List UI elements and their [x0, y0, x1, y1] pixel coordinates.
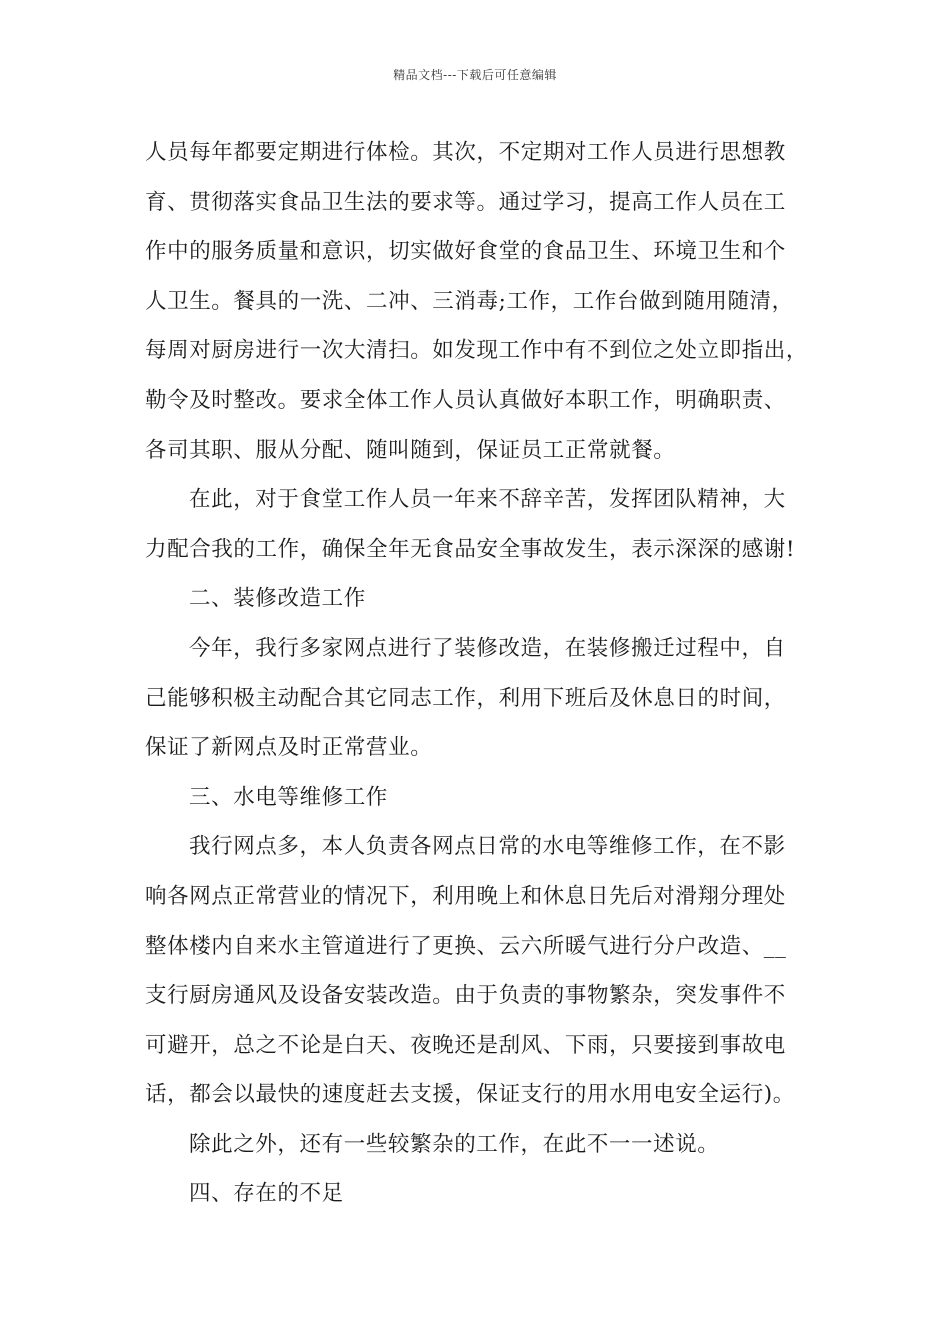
paragraph-line-indented: 在此，对于食堂工作人员一年来不辞辛苦，发挥团队精神，大 — [189, 487, 786, 513]
paragraph-line: 可避开，总之不论是白天、夜晚还是刮风、下雨，只要接到事故电 — [145, 1032, 786, 1058]
paragraph-line: 话，都会以最快的速度赶去支援，保证支行的用水用电安全运行)。 — [145, 1082, 795, 1108]
paragraph-line-indented: 二、装修改造工作 — [189, 586, 366, 612]
paragraph-line: 响各网点正常营业的情况下，利用晚上和休息日先后对滑翔分理处 — [145, 883, 786, 909]
page-header: 精品文档---下载后可任意编辑 — [393, 68, 557, 82]
paragraph-line: 己能够积极主动配合其它同志工作，利用下班后及休息日的时间， — [145, 685, 786, 711]
paragraph-line: 力配合我的工作，确保全年无食品安全事故发生，表示深深的感谢! — [145, 536, 796, 562]
paragraph-line: 整体楼内自来水主管道进行了更换、云六所暖气进行分户改造、__ — [145, 933, 787, 959]
paragraph-line: 作中的服务质量和意识，切实做好食堂的食品卫生、环境卫生和个 — [145, 239, 786, 265]
paragraph-line-indented: 今年，我行多家网点进行了装修改造，在装修搬迁过程中，自 — [189, 635, 786, 661]
paragraph-line-indented: 四、存在的不足 — [189, 1181, 344, 1207]
paragraph-line: 育、贯彻落实食品卫生法的要求等。通过学习，提高工作人员在工 — [145, 189, 786, 215]
paragraph-line-indented: 我行网点多，本人负责各网点日常的水电等维修工作，在不影 — [189, 834, 786, 860]
paragraph-line-indented: 除此之外，还有一些较繁杂的工作，在此不一一述说。 — [189, 1131, 720, 1157]
paragraph-line: 人员每年都要定期进行体检。其次，不定期对工作人员进行思想教 — [145, 140, 786, 165]
paragraph-line: 勒令及时整改。要求全体工作人员认真做好本职工作，明确职责、 — [145, 387, 786, 413]
paragraph-line: 每周对厨房进行一次大清扫。如发现工作中有不到位之处立即指出， — [145, 338, 809, 364]
paragraph-line-indented: 三、水电等维修工作 — [189, 784, 388, 810]
paragraph-line: 保证了新网点及时正常营业。 — [145, 735, 433, 761]
paragraph-line: 支行厨房通风及设备安装改造。由于负责的事物繁杂，突发事件不 — [145, 983, 786, 1009]
paragraph-line: 人卫生。餐具的一洗、二冲、三消毒;工作，工作台做到随用随清， — [145, 288, 794, 314]
document-body — [145, 128, 825, 1219]
paragraph-line: 各司其职、服从分配、随叫随到，保证员工正常就餐。 — [145, 437, 676, 463]
